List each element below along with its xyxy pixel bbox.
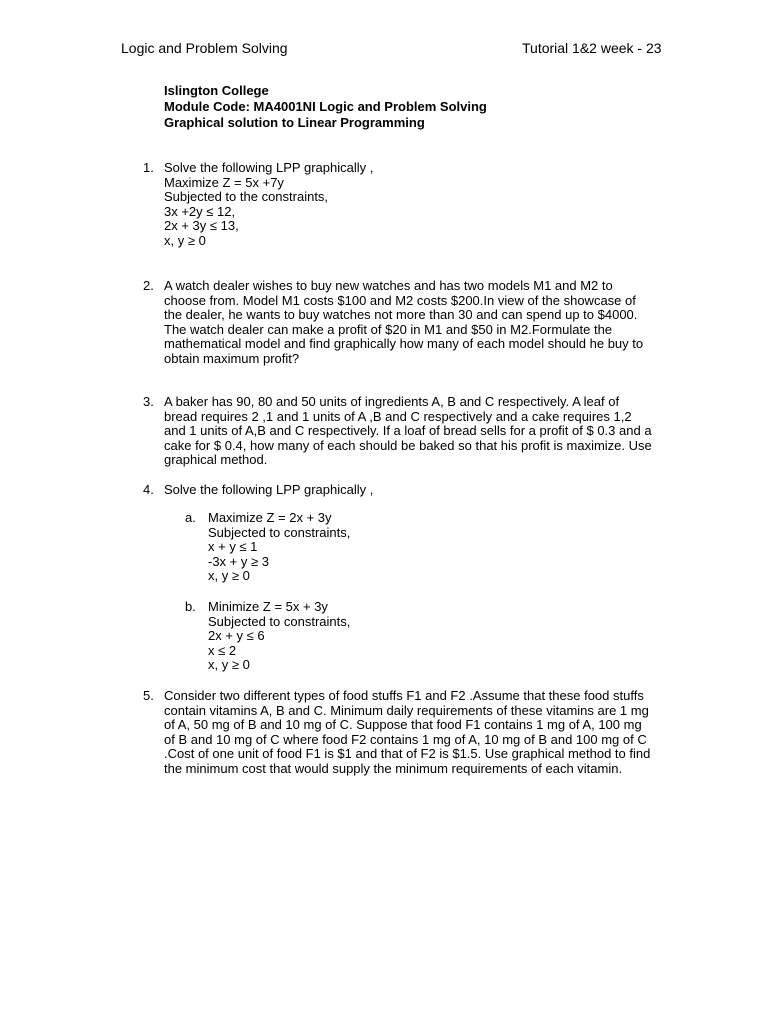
question-line: bread requires 2 ,1 and 1 units of A ,B and C respectively and a cake requires 1,2: [164, 408, 632, 424]
module-code: Module Code: MA4001NI Logic and Problem Solving: [164, 99, 487, 114]
subquestion-line: Subjected to constraints,: [208, 613, 351, 629]
question-line: 2x + 3y ≤ 13,: [164, 218, 239, 234]
subquestion-line: 2x + y ≤ 6: [208, 628, 265, 644]
subquestion-line: x, y ≥ 0: [208, 657, 250, 673]
question-line: Subjected to the constraints,: [164, 189, 329, 205]
college-name: Islington College: [164, 83, 269, 98]
question-line: graphical method.: [164, 452, 268, 468]
question-number: 2.: [143, 278, 154, 293]
subquestion-line: x ≤ 2: [208, 642, 237, 658]
question-line: .Cost of one unit of food F1 is $1 and that of F2 is $1.5. Use graphical method to find: [164, 746, 651, 762]
subquestion-label: b.: [185, 599, 196, 614]
running-header-title: Logic and Problem Solving: [121, 40, 288, 56]
question-line: Maximize Z = 5x +7y: [164, 174, 284, 190]
question-line: cake for $ 0.4, how many of each should be baked so that his profit is maximize. Use: [164, 437, 652, 453]
question-line: contain vitamins A, B and C. Minimum daily requirements of these vitamins are 1 mg: [164, 702, 649, 718]
question-4b: [185, 600, 485, 673]
subquestion-line: x + y ≤ 1: [208, 539, 258, 555]
question-4a: [185, 511, 485, 584]
subquestion-line: x, y ≥ 0: [208, 568, 250, 584]
subquestion-line: Maximize Z = 2x + 3y: [208, 510, 332, 525]
question-line: The watch dealer can make a profit of $20 in M1 and $50 in M2.Formulate the: [164, 321, 613, 337]
question-line: obtain maximum profit?: [164, 350, 300, 366]
question-line: of A, 50 mg of B and 10 mg of C. Suppose that food F1 contains 1 mg of A, 100 mg: [164, 717, 642, 733]
question-line: Solve the following LPP graphically ,: [164, 482, 374, 497]
question-4: [143, 483, 683, 498]
question-number: 4.: [143, 482, 154, 497]
question-line: A watch dealer wishes to buy new watches and has two models M1 and M2 to: [164, 278, 613, 293]
question-line: and 1 units of A,B and C respectively. If a loaf of bread sells for a profit of $ 0.3 and a: [164, 423, 652, 439]
question-3: [143, 395, 683, 468]
topic-title: Graphical solution to Linear Programming: [164, 115, 425, 130]
question-line: choose from. Model M1 costs $100 and M2 costs $200.In view of the showcase of: [164, 292, 636, 308]
question-line: Solve the following LPP graphically ,: [164, 160, 374, 175]
question-line: A baker has 90, 80 and 50 units of ingredients A, B and C respectively. A leaf of: [164, 394, 620, 409]
question-1: [143, 161, 683, 249]
question-line: Consider two different types of food stuffs F1 and F2 .Assume that these food stuffs: [164, 688, 644, 703]
question-line: mathematical model and find graphically how many of each model should he buy to: [164, 336, 644, 352]
question-number: 3.: [143, 394, 154, 409]
subquestion-line: Minimize Z = 5x + 3y: [208, 599, 328, 614]
running-header-tutorial: Tutorial 1&2 week - 23: [522, 40, 662, 56]
document-title-block: [164, 83, 487, 131]
question-line: 3x +2y ≤ 12,: [164, 203, 236, 219]
question-number: 5.: [143, 688, 154, 703]
question-2: [143, 279, 683, 367]
question-line: the dealer, he wants to buy watches not more than 30 and can spend up to $4000.: [164, 307, 638, 323]
question-line: of B and 10 mg of C where food F2 contains 1 mg of A, 10 mg of B and 100 mg of C: [164, 731, 647, 747]
question-line: the minimum cost that would supply the minimum requirements of each vitamin.: [164, 760, 623, 776]
question-line: x, y ≥ 0: [164, 232, 206, 248]
subquestion-line: Subjected to constraints,: [208, 524, 351, 540]
subquestion-label: a.: [185, 510, 196, 525]
subquestion-line: -3x + y ≥ 3: [208, 553, 269, 569]
question-5: [143, 689, 683, 777]
question-number: 1.: [143, 160, 154, 175]
